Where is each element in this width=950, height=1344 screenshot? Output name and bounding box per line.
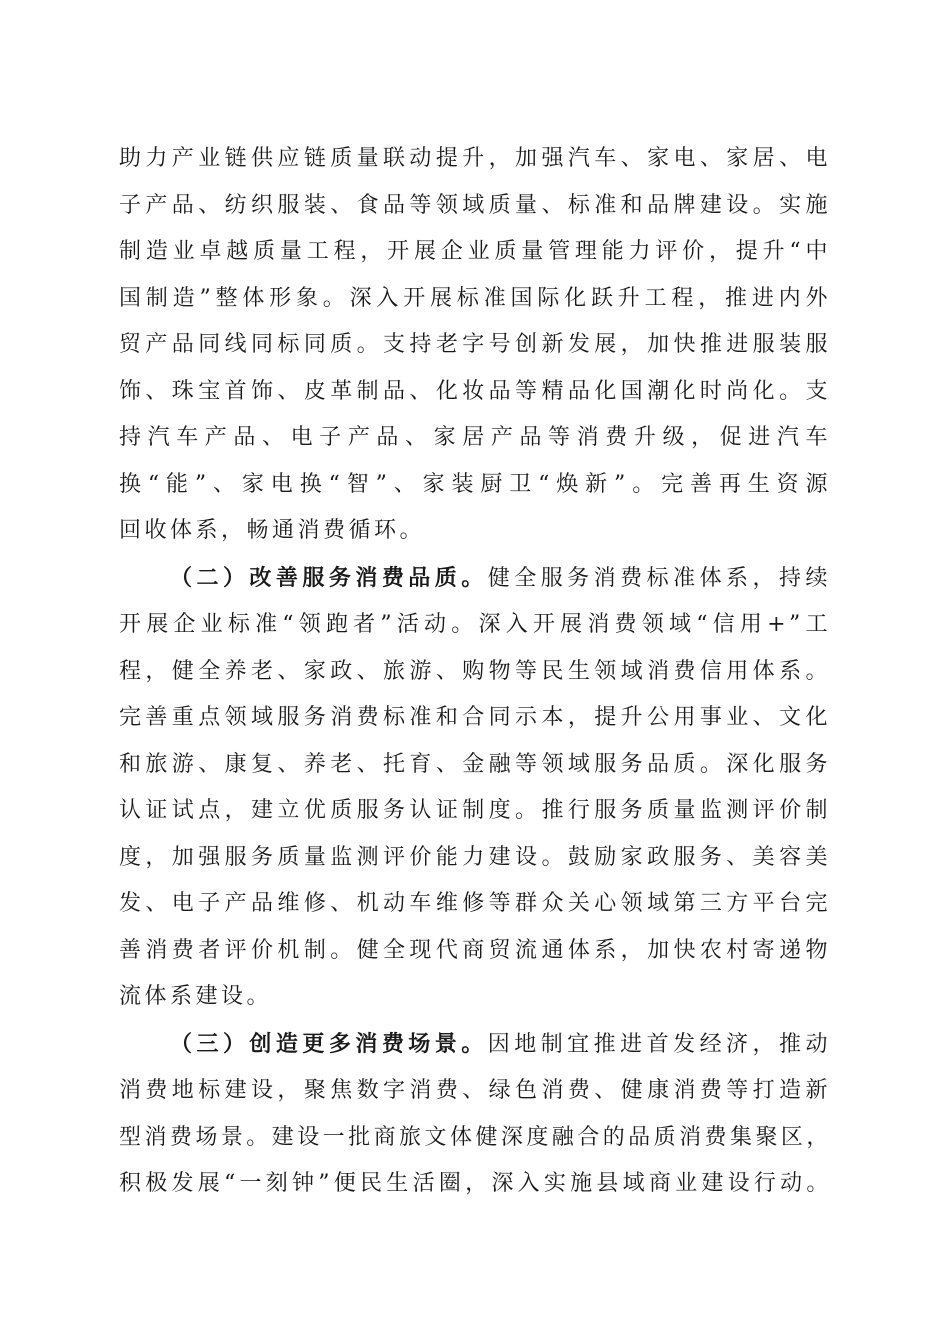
text-line-rest: 因地制宜推进首发经济，推动: [487, 1031, 831, 1057]
text-line-rest: 健全服务消费标准体系，持续: [487, 565, 831, 591]
text-line: 型消费场景。建设一批商旅文体健深度融合的品质消费集聚区，: [119, 1124, 831, 1150]
section-heading: （二）改善服务消费品质。: [170, 564, 488, 591]
paragraph-2: [119, 555, 831, 1021]
document-body: [119, 136, 831, 1208]
text-line: 度，加强服务质量监测评价能力建设。鼓励家政服务、美容美: [119, 844, 831, 870]
text-line: 认证试点，建立优质服务认证制度。推行服务质量监测评价制: [119, 798, 831, 823]
text-line: 程，健全养老、家政、旅游、购物等民生领域消费信用体系。: [119, 658, 831, 684]
paragraph-1: [119, 136, 831, 555]
text-line: 饰、珠宝首饰、皮革制品、化妆品等精品化国潮化时尚化。支: [119, 378, 831, 404]
text-line: 子产品、纺织服装、食品等领域质量、标准和品牌建设。实施: [119, 192, 831, 218]
text-line: 流体系建设。: [119, 984, 273, 1009]
text-line: 积极发展“一刻钟”便民生活圈，深入实施县域商业建设行动。: [119, 1171, 831, 1196]
text-line: 开展企业标准“领跑者”活动。深入开展消费领域“信用+”工: [119, 612, 831, 637]
text-line: 消费地标建设，聚焦数字消费、绿色消费、健康消费等打造新: [119, 1078, 831, 1103]
text-line: 国制造”整体形象。深入开展标准国际化跃升工程，推进内外: [119, 285, 831, 311]
paragraph-3: [119, 1021, 831, 1208]
text-line: 助力产业链供应链质量联动提升，加强汽车、家电、家居、电: [119, 146, 831, 171]
text-line: 贸产品同线同标同质。支持老字号创新发展，加快推进服装服: [119, 332, 831, 357]
text-line: 善消费者评价机制。健全现代商贸流通体系，加快农村寄递物: [119, 937, 831, 963]
text-line: 换“能”、家电换“智”、家装厨卫“焕新”。完善再生资源: [119, 471, 831, 497]
text-line: 持汽车产品、电子产品、家居产品等消费升级，促进汽车: [119, 425, 831, 450]
text-line: 完善重点领域服务消费标准和合同示本，提升公用事业、文化: [119, 705, 831, 730]
text-line: 制造业卓越质量工程，开展企业质量管理能力评价，提升“中: [119, 239, 831, 264]
text-line: 回收体系，畅通消费循环。: [119, 518, 426, 543]
text-line: 和旅游、康复、养老、托育、金融等领域服务品质。深化服务: [119, 751, 831, 777]
text-line: [119, 555, 831, 603]
text-line: 发、电子产品维修、机动车维修等群众关心领域第三方平台完: [119, 891, 831, 916]
text-line: [119, 1021, 831, 1069]
section-heading: （三）创造更多消费场景。: [170, 1030, 488, 1057]
